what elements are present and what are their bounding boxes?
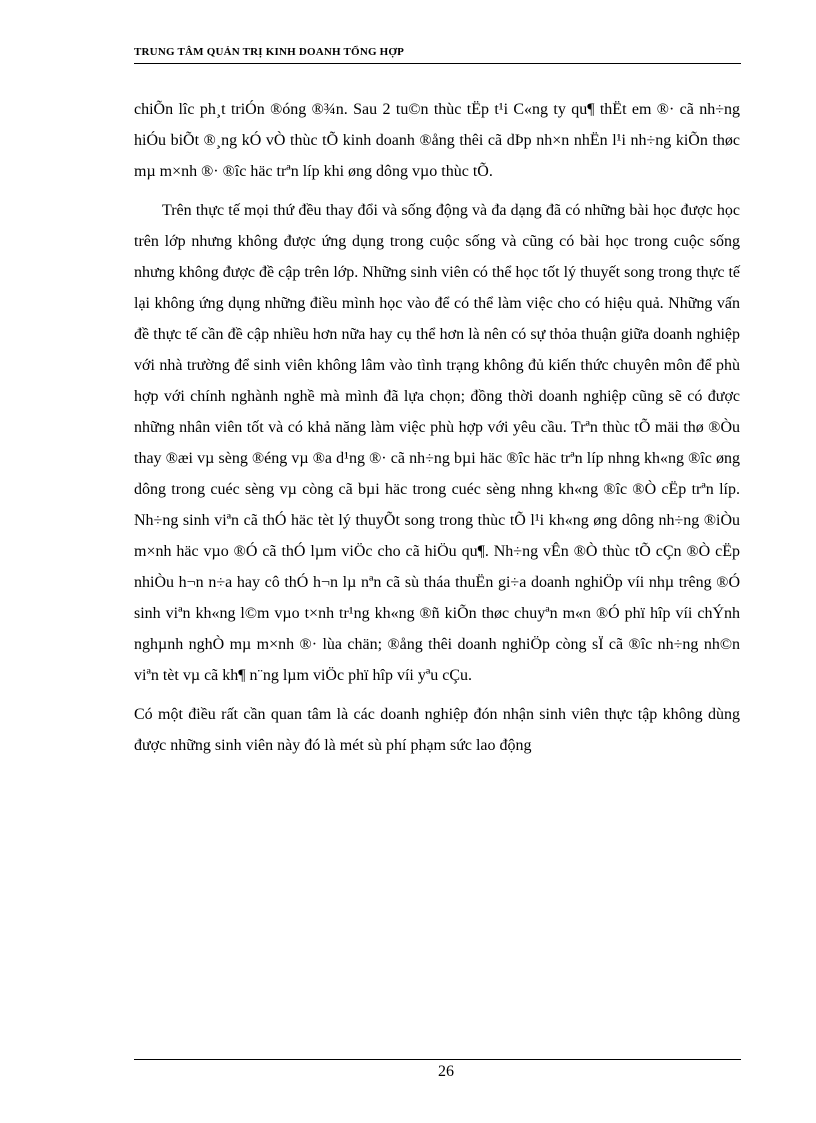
header-title: TRUNG TÂM QUẢN TRỊ KINH DOANH TỔNG HỢP [134,46,405,58]
paragraph-2: Trên thực tế mọi thứ đều thay đổi và sống động và đa dạng đã có những bài học được học trên lớp nhưng không được ứng dụng trong cuộc sống và cũng có bài học trong cuộc sống nhưng không được đề cập trên lớp. Những sinh viên có thể học tốt lý thuyết song trong thực tế lại không ứng dụng những điều mình học vào để có thể làm việc cho có hiệu quả. Những vấn đề thực tế cần đề cập nhiều hơn nữa hay cụ thể hơn là nên có sự thỏa thuận giữa doanh nghiệp với nhà trường để sinh viên không lâm vào tình trạng không đủ kiến thức chuyên môn để phù hợp với chính nghành nghề mà mình đã lựa chọn; đồng thời doanh nghiệp cũng sẽ có được những nhân viên tốt và có khả năng làm việc phù hợp với yêu cầu. Trªn thùc tÕ mäi thø ®Òu thay ®æi vµ sèng ®éng vµ ®a d¹ng ®· cã nh÷ng bµi häc ®îc häc trªn líp nhng kh«ng ®îc øng dông trong cuéc sèng vµ còng cã bµi häc trong cuéc sèng nhng kh«ng ®îc ®Ò cËp trªn líp. Nh÷ng sinh viªn cã thÓ häc tèt lý thuyÕt song trong thùc tÕ l¹i kh«ng øng dông nh÷ng ®iÒu m×nh häc vµo ®Ó cã thÓ lµm viÖc cho cã hiÖu qu¶. Nh÷ng vÊn ®Ò thùc tÕ cÇn ®Ò cËp nhiÒu h¬n n÷a hay cô thÓ h¬n lµ nªn cã sù tháa thuËn gi÷a doanh nghiÖp víi nhµ trêng ®Ó sinh viªn kh«ng l©m vµo t×nh tr¹ng kh«ng ®ñ kiÕn thøc chuyªn m«n ®Ó phï hîp víi chÝnh nghµnh nghÒ mµ m×nh ®· lùa chän; ®ång thêi doanh nghiÖp còng sÏ cã ®îc nh÷ng nh©n viªn tèt vµ cã kh¶ n¨ng lµm viÖc phï hîp víi yªu cÇu. [134,202,740,684]
paragraph-1: chiÕn lîc ph¸t triÓn ®óng ®¾n. Sau 2 tu©n thùc tËp t¹i C«ng ty qu¶ thËt em ®· cã nh÷ng hiÓu biÕt ®¸ng kÓ vÒ thùc tÕ kinh doanh ®ång thêi cã dÞp nh×n nhËn l¹i nh÷ng kiÕn thøc mµ m×nh ®· ®îc häc trªn líp khi øng dông vµo thùc tÕ. [134,101,740,180]
page-number: 26 [438,1063,454,1080]
paragraph-3: Có một điều rất cần quan tâm là các doanh nghiệp đón nhận sinh viên thực tập không dùng được những sinh viên này đó là mét sù phí phạm sức lao động [134,706,740,754]
page-header [134,43,741,64]
footer-divider [134,1059,741,1060]
document-body [134,94,740,761]
